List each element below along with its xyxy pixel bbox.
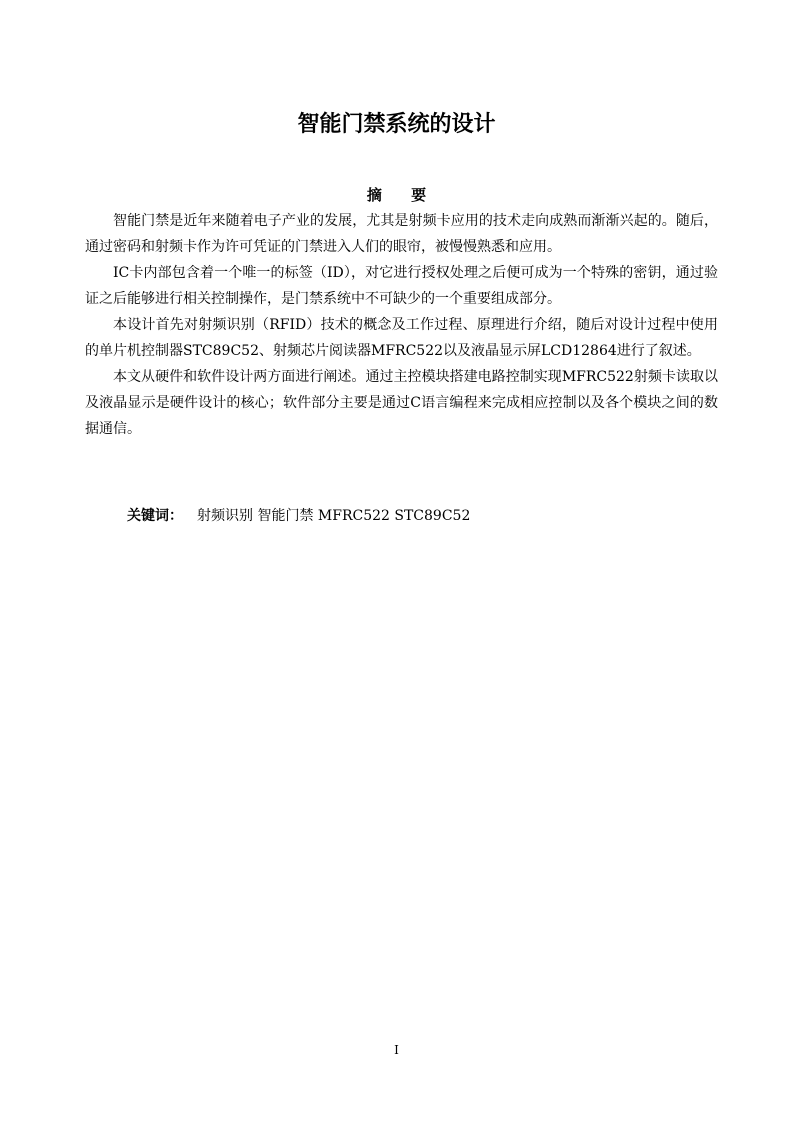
document-title: 智能门禁系统的设计 xyxy=(297,112,496,137)
abstract-paragraph-4: 本文从硬件和软件设计两方面进行阐述。通过主控模块搭建电路控制实现MFRC522射频卡读取以及液晶显示是硬件设计的核心；软件部分主要是通过C语言编程来完成相应控制以及各个模块之间的数据通信。 xyxy=(85,369,718,437)
page-number: I xyxy=(394,1043,399,1057)
abstract-paragraph-2: IC卡内部包含着一个唯一的标签（ID），对它进行授权处理之后便可成为一个特殊的密钥，通过验证之后能够进行相关控制操作，是门禁系统中不可缺少的一个重要组成部分。 xyxy=(85,265,718,307)
keywords-line xyxy=(127,503,717,529)
abstract-heading: 摘 要 xyxy=(366,186,439,204)
keywords-label: 关键词： xyxy=(127,508,183,524)
abstract-body xyxy=(85,208,718,442)
abstract-paragraph-1: 智能门禁是近年来随着电子产业的发展，尤其是射频卡应用的技术走向成熟而渐渐兴起的。随后，通过密码和射频卡作为许可凭证的门禁进入人们的眼帘，被慢慢熟悉和应用。 xyxy=(85,213,718,255)
abstract-paragraph-3: 本设计首先对射频识别（RFID）技术的概念及工作过程、原理进行介绍，随后对设计过程中使用的单片机控制器STC89C52、射频芯片阅读器MFRC522以及液晶显示屏LCD12864进行了叙述。 xyxy=(85,317,718,359)
keywords-values: 射频识别 智能门禁 MFRC522 STC89C52 xyxy=(197,508,471,524)
